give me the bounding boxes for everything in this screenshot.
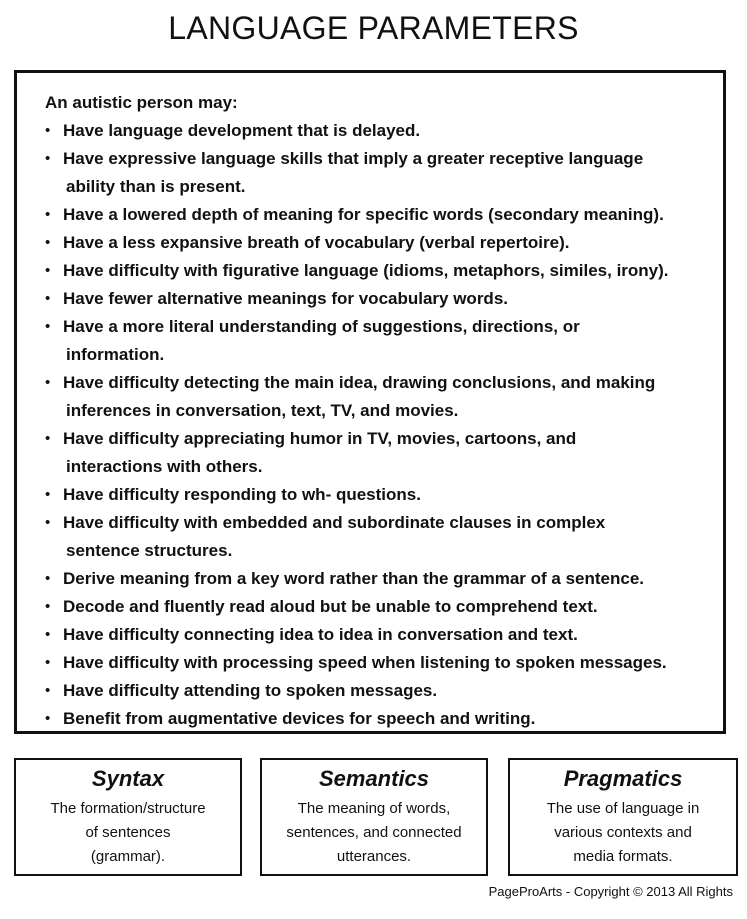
bullet-icon: • bbox=[45, 514, 51, 531]
pragmatics-description bbox=[510, 797, 736, 869]
bullet-icon: • bbox=[45, 290, 51, 307]
copyright-footer: PageProArts - Copyright © 2013 All Rights bbox=[488, 884, 733, 899]
bullet-icon: • bbox=[45, 654, 51, 671]
bullet-icon: • bbox=[45, 682, 51, 699]
list-item bbox=[45, 285, 715, 313]
list-item bbox=[45, 117, 715, 145]
list-item-text: Have difficulty with embedded and subordinate clauses in complex bbox=[63, 513, 606, 532]
bullet-icon: • bbox=[45, 598, 51, 615]
parameters-box bbox=[14, 70, 726, 734]
list-item bbox=[45, 593, 715, 621]
semantics-title: Semantics bbox=[318, 766, 430, 791]
syntax-line: (grammar). bbox=[90, 848, 166, 865]
list-item bbox=[45, 201, 715, 229]
syntax-card bbox=[14, 758, 242, 876]
bullet-icon: • bbox=[45, 262, 51, 279]
bullet-icon: • bbox=[45, 430, 51, 447]
intro-text: An autistic person may: bbox=[45, 93, 238, 112]
page-title: LANGUAGE PARAMETERS bbox=[168, 10, 579, 46]
bullet-icon: • bbox=[45, 570, 51, 587]
list-item-text: Have language development that is delayed. bbox=[63, 121, 421, 140]
pragmatics-card bbox=[508, 758, 738, 876]
list-item-text: Have a lowered depth of meaning for specific words (secondary meaning). bbox=[63, 205, 664, 224]
list-item-text: Have difficulty connecting idea to idea in conversation and text. bbox=[63, 625, 578, 644]
list-item-text: Have expressive language skills that imply a greater receptive language bbox=[63, 149, 644, 168]
pragmatics-title: Pragmatics bbox=[563, 766, 683, 791]
list-item bbox=[45, 369, 715, 425]
bullet-icon: • bbox=[45, 122, 51, 139]
syntax-description bbox=[16, 797, 240, 869]
semantics-line: sentences, and connected bbox=[286, 824, 462, 841]
syntax-line: of sentences bbox=[85, 824, 171, 841]
list-item bbox=[45, 705, 715, 733]
syntax-line: The formation/structure bbox=[50, 800, 206, 817]
semantics-line: The meaning of words, bbox=[297, 800, 451, 817]
list-item bbox=[45, 145, 715, 201]
list-item-text: Have a less expansive breath of vocabulary (verbal repertoire). bbox=[63, 233, 570, 252]
semantics-line: utterances. bbox=[336, 848, 412, 865]
bullet-icon: • bbox=[45, 374, 51, 391]
list-item-continuation: inferences in conversation, text, TV, and movies. bbox=[66, 401, 459, 420]
list-item-text: Have difficulty detecting the main idea, drawing conclusions, and making bbox=[63, 373, 656, 392]
list-item-text: Have difficulty attending to spoken messages. bbox=[63, 681, 438, 700]
bullet-icon: • bbox=[45, 206, 51, 223]
bullet-icon: • bbox=[45, 150, 51, 167]
list-item-continuation: sentence structures. bbox=[66, 541, 233, 560]
list-item-text: Have difficulty with figurative language (idioms, metaphors, similes, irony). bbox=[63, 261, 669, 280]
list-item-text: Have difficulty with processing speed when listening to spoken messages. bbox=[63, 653, 667, 672]
list-item bbox=[45, 257, 715, 285]
semantics-description bbox=[262, 797, 486, 869]
list-item bbox=[45, 509, 715, 565]
list-item-text: Have difficulty responding to wh- questions. bbox=[63, 485, 421, 504]
list-item bbox=[45, 677, 715, 705]
list-item-continuation: ability than is present. bbox=[66, 177, 246, 196]
list-item bbox=[45, 229, 715, 257]
bullet-icon: • bbox=[45, 234, 51, 251]
list-item bbox=[45, 425, 715, 481]
bullet-icon: • bbox=[45, 626, 51, 643]
pragmatics-line: media formats. bbox=[573, 848, 673, 865]
pragmatics-line: The use of language in bbox=[546, 800, 700, 817]
list-item-continuation: interactions with others. bbox=[66, 457, 263, 476]
parameters-list bbox=[45, 117, 715, 733]
list-item bbox=[45, 565, 715, 593]
list-item-text: Have a more literal understanding of suggestions, directions, or bbox=[63, 317, 580, 336]
semantics-card bbox=[260, 758, 488, 876]
bullet-icon: • bbox=[45, 318, 51, 335]
list-item-text: Derive meaning from a key word rather than the grammar of a sentence. bbox=[63, 569, 645, 588]
syntax-title: Syntax bbox=[91, 766, 165, 791]
list-item bbox=[45, 313, 715, 369]
list-item-text: Benefit from augmentative devices for speech and writing. bbox=[63, 709, 536, 728]
bullet-icon: • bbox=[45, 486, 51, 503]
list-item bbox=[45, 621, 715, 649]
list-item bbox=[45, 481, 715, 509]
list-item-text: Decode and fluently read aloud but be unable to comprehend text. bbox=[63, 597, 598, 616]
bullet-icon: • bbox=[45, 710, 51, 727]
pragmatics-line: various contexts and bbox=[554, 824, 692, 841]
list-item-text: Have difficulty appreciating humor in TV, movies, cartoons, and bbox=[63, 429, 577, 448]
list-item bbox=[45, 649, 715, 677]
list-item-continuation: information. bbox=[66, 345, 165, 364]
list-item-text: Have fewer alternative meanings for vocabulary words. bbox=[63, 289, 508, 308]
